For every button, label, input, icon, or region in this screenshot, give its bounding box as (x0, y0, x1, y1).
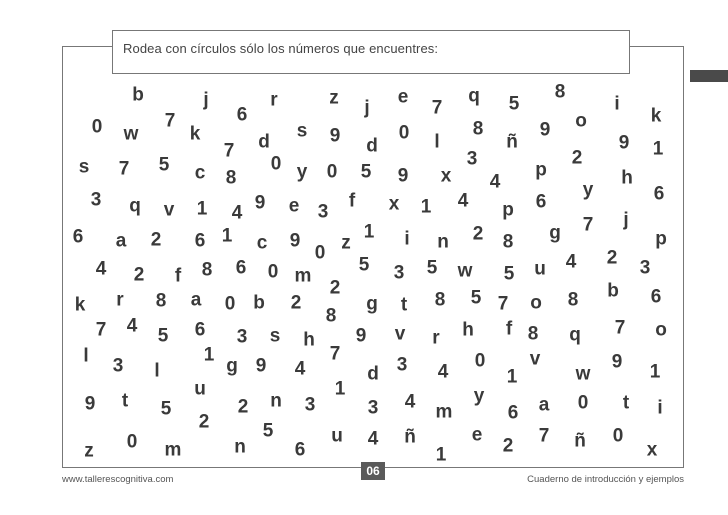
grid-number: 0 (224, 293, 236, 315)
grid-number: 6 (194, 319, 206, 341)
grid-number: 1 (334, 378, 346, 400)
grid-number: 1 (649, 361, 661, 383)
grid-number: 5 (158, 154, 170, 176)
footer-booklet-title: Cuaderno de introducción y ejemplos (527, 474, 684, 485)
grid-number: 4 (457, 190, 469, 212)
grid-number: 9 (254, 192, 266, 214)
grid-letter: l (83, 345, 89, 367)
grid-number: 3 (236, 326, 248, 348)
grid-number: 6 (535, 191, 547, 213)
grid-number: 4 (437, 361, 449, 383)
grid-letter: g (549, 222, 561, 244)
grid-number: 3 (317, 201, 329, 223)
grid-letter: a (115, 230, 127, 252)
grid-letter: x (440, 165, 452, 187)
grid-number: 7 (497, 293, 509, 315)
grid-number: 1 (196, 198, 208, 220)
grid-number: 3 (639, 257, 651, 279)
grid-number: 2 (198, 411, 210, 433)
grid-letter: u (331, 425, 343, 447)
grid-letter: c (256, 232, 268, 254)
grid-number: 0 (612, 425, 624, 447)
grid-letter: h (621, 167, 633, 189)
grid-letter: e (288, 195, 300, 217)
grid-number: 1 (203, 344, 215, 366)
grid-letter: l (434, 131, 440, 153)
grid-number: 3 (396, 354, 408, 376)
grid-number: 3 (112, 355, 124, 377)
grid-letter: m (164, 439, 182, 461)
grid-number: 8 (567, 289, 579, 311)
grid-number: 0 (270, 153, 282, 175)
grid-number: 0 (126, 431, 138, 453)
grid-number: 2 (237, 396, 249, 418)
grid-letter: m (435, 401, 453, 423)
grid-number: 9 (539, 119, 551, 141)
grid-number: 7 (582, 214, 594, 236)
grid-letter: q (468, 85, 480, 107)
page-edge-tab (690, 70, 728, 82)
grid-number: 8 (434, 289, 446, 311)
grid-number: 7 (614, 317, 626, 339)
grid-letter: m (294, 265, 312, 287)
grid-letter: w (457, 260, 473, 282)
grid-number: 9 (618, 132, 630, 154)
grid-letter: o (530, 292, 542, 314)
grid-number: 2 (150, 229, 162, 251)
grid-number: 7 (329, 343, 341, 365)
grid-number: 4 (565, 251, 577, 273)
grid-number: 3 (393, 262, 405, 284)
grid-letter: k (74, 294, 86, 316)
grid-number: 7 (431, 97, 443, 119)
grid-letter: t (400, 294, 408, 316)
grid-number: 9 (611, 351, 623, 373)
grid-number: 7 (538, 425, 550, 447)
grid-number: 6 (72, 226, 84, 248)
grid-letter: s (78, 156, 90, 178)
grid-number: 1 (363, 221, 375, 243)
grid-letter: p (502, 199, 514, 221)
page-number: 06 (361, 462, 385, 480)
grid-letter: w (123, 123, 139, 145)
grid-letter: o (655, 319, 667, 341)
grid-number: 6 (235, 257, 247, 279)
grid-number: 3 (466, 148, 478, 170)
grid-letter: ñ (404, 426, 416, 448)
grid-letter: x (388, 193, 400, 215)
grid-number: 7 (164, 110, 176, 132)
grid-letter: x (646, 439, 658, 461)
grid-letter: a (538, 394, 550, 416)
grid-letter: s (269, 325, 281, 347)
grid-letter: d (367, 363, 379, 385)
grid-number: 6 (653, 183, 665, 205)
grid-number: 9 (329, 125, 341, 147)
grid-number: 9 (255, 355, 267, 377)
grid-letter: b (253, 292, 265, 314)
grid-number: 5 (360, 161, 372, 183)
grid-number: 8 (472, 118, 484, 140)
grid-letter: k (189, 123, 201, 145)
grid-number: 7 (223, 140, 235, 162)
grid-number: 4 (231, 202, 243, 224)
grid-letter: t (622, 392, 630, 414)
grid-number: 0 (577, 392, 589, 414)
grid-number: 3 (304, 394, 316, 416)
grid-number: 7 (95, 319, 107, 341)
grid-number: 2 (502, 435, 514, 457)
grid-number: 4 (294, 358, 306, 380)
grid-letter: f (348, 190, 356, 212)
grid-number: 6 (294, 439, 306, 461)
grid-letter: q (129, 195, 141, 217)
grid-number: 4 (367, 428, 379, 450)
grid-letter: v (394, 323, 406, 345)
grid-number: 5 (470, 287, 482, 309)
grid-letter: t (121, 390, 129, 412)
grid-letter: w (575, 363, 591, 385)
grid-number: 6 (650, 286, 662, 308)
grid-number: 8 (502, 231, 514, 253)
grid-letter: o (575, 110, 587, 132)
grid-number: 5 (262, 420, 274, 442)
grid-number: 0 (474, 350, 486, 372)
grid-letter: q (569, 324, 581, 346)
grid-letter: a (190, 289, 202, 311)
grid-letter: z (341, 232, 351, 254)
grid-letter: n (270, 390, 282, 412)
grid-number: 0 (398, 122, 410, 144)
grid-letter: c (194, 162, 206, 184)
grid-letter: y (582, 179, 594, 201)
grid-number: 8 (225, 167, 237, 189)
grid-number: 5 (157, 325, 169, 347)
grid-number: 0 (91, 116, 103, 138)
grid-letter: g (366, 293, 378, 315)
grid-number: 9 (84, 393, 96, 415)
grid-letter: u (534, 258, 546, 280)
grid-letter: r (270, 89, 278, 111)
grid-number: 5 (160, 398, 172, 420)
grid-number: 0 (326, 161, 338, 183)
grid-number: 2 (571, 147, 583, 169)
grid-letter: y (473, 385, 485, 407)
grid-number: 6 (507, 402, 519, 424)
grid-number: 1 (435, 444, 447, 466)
grid-letter: ñ (506, 131, 518, 153)
grid-number: 0 (314, 242, 326, 264)
grid-number: 9 (397, 165, 409, 187)
grid-letter: p (655, 228, 667, 250)
grid-letter: f (505, 318, 513, 340)
grid-number: 0 (267, 261, 279, 283)
grid-number: 2 (329, 277, 341, 299)
grid-number: 8 (554, 81, 566, 103)
grid-number: 7 (118, 158, 130, 180)
grid-letter: b (132, 84, 144, 106)
grid-letter: y (296, 161, 308, 183)
grid-letter: n (437, 231, 449, 253)
grid-letter: p (535, 159, 547, 181)
grid-letter: b (607, 280, 619, 302)
grid-letter: v (529, 348, 541, 370)
grid-number: 8 (527, 323, 539, 345)
grid-letter: s (296, 120, 308, 142)
grid-number: 4 (95, 258, 107, 280)
grid-number: 3 (367, 397, 379, 419)
grid-letter: k (650, 105, 662, 127)
grid-number: 4 (489, 171, 501, 193)
grid-letter: ñ (574, 430, 586, 452)
grid-number: 1 (506, 366, 518, 388)
grid-number: 1 (652, 138, 664, 160)
instruction-text: Rodea con círculos sólo los números que encuentres: (123, 41, 439, 56)
grid-letter: j (623, 209, 629, 231)
grid-letter: g (226, 355, 238, 377)
grid-letter: n (234, 436, 246, 458)
grid-number: 6 (194, 230, 206, 252)
grid-letter: h (303, 329, 315, 351)
grid-number: 1 (221, 225, 233, 247)
grid-number: 2 (133, 264, 145, 286)
grid-number: 3 (90, 189, 102, 211)
grid-number: 8 (325, 305, 337, 327)
grid-number: 9 (289, 230, 301, 252)
grid-letter: i (657, 397, 663, 419)
grid-number: 5 (503, 263, 515, 285)
grid-number: 6 (236, 104, 248, 126)
grid-letter: h (462, 319, 474, 341)
grid-number: 2 (606, 247, 618, 269)
grid-letter: d (366, 135, 378, 157)
grid-number: 8 (201, 259, 213, 281)
grid-letter: e (397, 86, 409, 108)
grid-letter: z (329, 87, 339, 109)
grid-letter: l (154, 360, 160, 382)
grid-number: 2 (472, 223, 484, 245)
grid-number: 1 (420, 196, 432, 218)
grid-number: 2 (290, 292, 302, 314)
grid-number: 4 (126, 315, 138, 337)
grid-letter: d (258, 131, 270, 153)
footer-website: www.tallerescognitiva.com (62, 474, 174, 485)
grid-number: 5 (358, 254, 370, 276)
grid-number: 9 (355, 325, 367, 347)
grid-letter: r (116, 289, 124, 311)
grid-letter: f (174, 265, 182, 287)
grid-number: 5 (508, 93, 520, 115)
grid-number: 8 (155, 290, 167, 312)
grid-letter: i (404, 228, 410, 250)
grid-letter: e (471, 424, 483, 446)
grid-number: 4 (404, 391, 416, 413)
grid-letter: j (364, 97, 370, 119)
grid-letter: j (203, 89, 209, 111)
grid-letter: v (163, 199, 175, 221)
grid-letter: u (194, 378, 206, 400)
grid-letter: i (614, 93, 620, 115)
grid-number: 5 (426, 257, 438, 279)
grid-letter: r (432, 327, 440, 349)
grid-letter: z (84, 440, 94, 462)
